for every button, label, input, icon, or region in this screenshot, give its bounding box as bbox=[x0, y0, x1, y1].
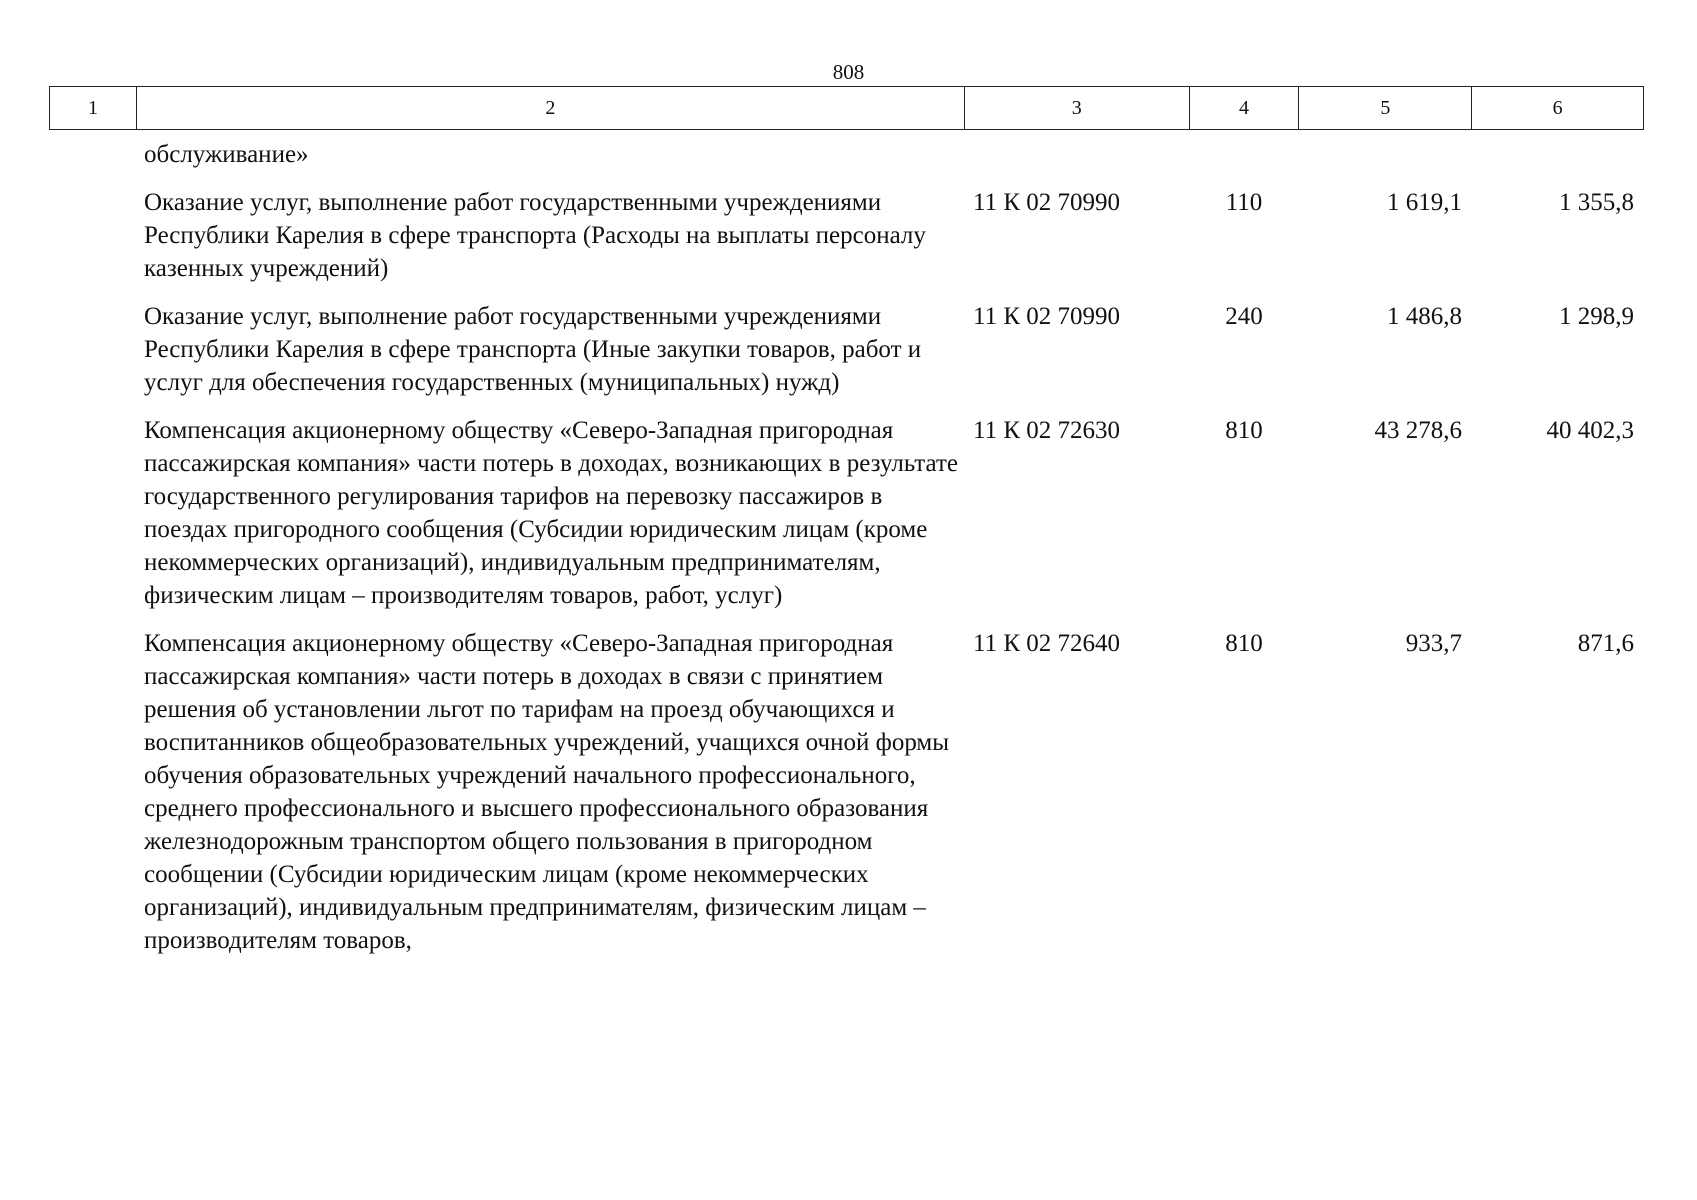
row-value-2020-cell: 1 298,9 bbox=[1559, 303, 1634, 330]
header-cell-3: 3 bbox=[964, 87, 1189, 129]
row-value-2019-cell: 43 278,6 bbox=[1374, 417, 1462, 444]
row-type-cell: 240 bbox=[1225, 303, 1263, 330]
table-row bbox=[49, 138, 1644, 171]
row-number-cell bbox=[49, 414, 135, 612]
row-name-cell: Оказание услуг, выполнение работ государственными учреждениями Республики Карелия в сфере транспорта (Иные закупки товаров, работ и услуг для обеспечения государственных (муниципальных) нужд) bbox=[144, 303, 922, 396]
header-cell-2: 2 bbox=[136, 87, 964, 129]
table-body bbox=[49, 138, 1644, 972]
row-number-cell bbox=[49, 300, 135, 399]
header-cell-4: 4 bbox=[1189, 87, 1299, 129]
row-type-cell: 810 bbox=[1225, 630, 1263, 657]
row-number-cell bbox=[49, 186, 135, 285]
row-value-2019-cell: 1 486,8 bbox=[1387, 303, 1462, 330]
row-value-2019-cell bbox=[1299, 138, 1472, 171]
row-value-2019-cell: 1 619,1 bbox=[1387, 189, 1462, 216]
row-code-cell: 11 К 02 70990 bbox=[973, 303, 1120, 330]
table-row bbox=[49, 186, 1644, 285]
row-value-2020-cell: 40 402,3 bbox=[1546, 417, 1634, 444]
row-value-2020-cell: 871,6 bbox=[1577, 630, 1634, 657]
row-number-cell bbox=[49, 627, 135, 957]
table-row bbox=[49, 627, 1644, 957]
row-code-cell: 11 К 02 72640 bbox=[973, 630, 1120, 657]
header-cell-6: 6 bbox=[1471, 87, 1643, 129]
row-type-cell bbox=[1189, 138, 1299, 171]
row-name-cell: Компенсация акционерному обществу «Северо-Западная пригородная пассажирская компания» части потерь в доходах в связи с принятием решения об установлении льгот по тарифам на проезд обучающихся и воспитанников общеобразовательных учреждений, учащихся очной формы обучения образовательных учреждений начального профессионального, среднего профессионального и высшего профессионального образования железнодорожным транспортом общего пользования в пригородном сообщении (Субсидии юридическим лицам (кроме некоммерческих организаций), индивидуальным предпринимателям, физическим лицам – производителям товаров, bbox=[144, 630, 950, 954]
table-row bbox=[49, 300, 1644, 399]
header-cell-1: 1 bbox=[87, 96, 98, 119]
row-name-cell: Оказание услуг, выполнение работ государственными учреждениями Республики Карелия в сфере транспорта (Расходы на выплаты персоналу казенных учреждений) bbox=[144, 189, 926, 282]
row-code-cell bbox=[964, 138, 1189, 171]
row-value-2020-cell: 1 355,8 bbox=[1559, 189, 1634, 216]
row-code-cell: 11 К 02 70990 bbox=[973, 189, 1120, 216]
row-number-cell bbox=[49, 138, 135, 171]
header-cell-5: 5 bbox=[1298, 87, 1471, 129]
page-number: 808 bbox=[832, 60, 865, 84]
row-value-2020-cell bbox=[1472, 138, 1644, 171]
row-value-2019-cell: 933,7 bbox=[1405, 630, 1462, 657]
row-code-cell: 11 К 02 72630 bbox=[973, 417, 1120, 444]
row-name-cell: обслуживание» bbox=[144, 141, 309, 168]
row-name-cell: Компенсация акционерному обществу «Северо-Западная пригородная пассажирская компания» части потерь в доходах, возникающих в результате государственного регулирования тарифов на перевозку пассажиров в поездах пригородного сообщения (Субсидии юридическим лицам (кроме некоммерческих организаций), индивидуальным предпринимателям, физическим лицам – производителям товаров, работ, услуг) bbox=[144, 417, 958, 609]
row-type-cell: 810 bbox=[1225, 417, 1263, 444]
row-type-cell: 110 bbox=[1225, 189, 1263, 216]
table-row bbox=[49, 414, 1644, 612]
table-header bbox=[49, 86, 1644, 130]
